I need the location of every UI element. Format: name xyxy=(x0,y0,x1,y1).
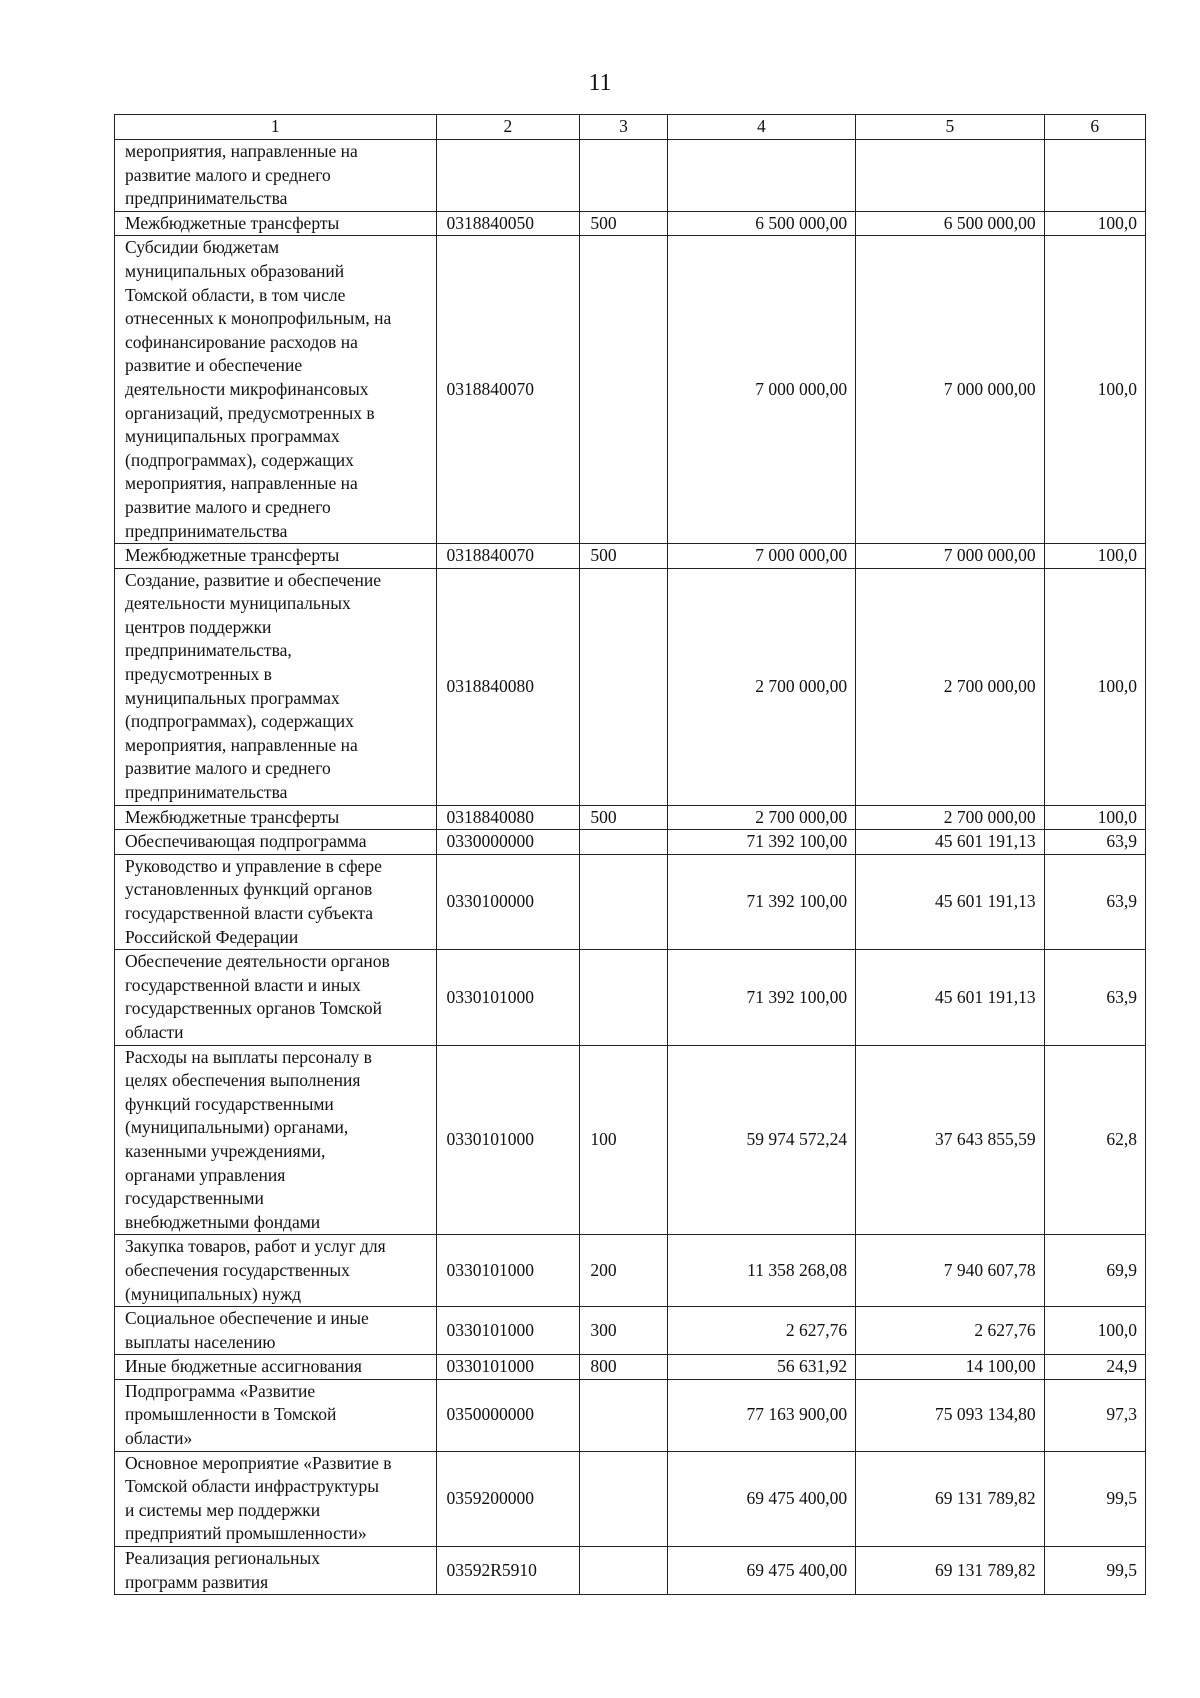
row-code-cell: 0330101000 xyxy=(436,1235,580,1307)
row-code-cell: 0318840050 xyxy=(436,211,580,236)
row-executed-amount-cell: 6 500 000,00 xyxy=(856,211,1045,236)
row-percent-cell: 100,0 xyxy=(1044,805,1145,830)
table-row xyxy=(115,140,1146,212)
row-percent-cell: 99,5 xyxy=(1044,1451,1145,1546)
column-header-3: 3 xyxy=(580,115,667,140)
row-name-cell: Субсидии бюджетам муниципальных образований Томской области, в том числе отнесенных к монопрофильным, на софинансирование расходов на развитие и обеспечение деятельности микрофинансовых организаций, предусмотренных в муниципальных программах (подпрограммах), содержащих мероприятия, направленные на развитие малого и среднего предпринимательства xyxy=(115,236,437,544)
row-code-cell: 0330101000 xyxy=(436,950,580,1045)
row-expense-type-cell xyxy=(580,950,667,1045)
row-expense-type-cell: 100 xyxy=(580,1045,667,1235)
row-name-cell: Межбюджетные трансферты xyxy=(115,544,437,569)
row-executed-amount-cell: 7 000 000,00 xyxy=(856,236,1045,544)
row-name-cell: Основное мероприятие «Развитие в Томской области инфраструктуры и системы мер поддержки предприятий промышленности» xyxy=(115,1451,437,1546)
row-plan-amount-cell: 2 627,76 xyxy=(667,1307,856,1355)
row-executed-amount-cell: 14 100,00 xyxy=(856,1355,1045,1380)
row-executed-amount-cell: 2 700 000,00 xyxy=(856,568,1045,805)
row-name-cell: Межбюджетные трансферты xyxy=(115,805,437,830)
row-code-cell xyxy=(436,140,580,212)
row-expense-type-cell xyxy=(580,1451,667,1546)
row-plan-amount-cell: 56 631,92 xyxy=(667,1355,856,1380)
row-name-cell: Расходы на выплаты персоналу в целях обеспечения выполнения функций государственными (муниципальными) органами, казенными учреждениями, органами управления государственными внебюджетными фондами xyxy=(115,1045,437,1235)
row-executed-amount-cell: 45 601 191,13 xyxy=(856,830,1045,855)
row-percent-cell: 63,9 xyxy=(1044,830,1145,855)
table-row xyxy=(115,568,1146,805)
row-name-cell: Руководство и управление в сфере установленных функций органов государственной власти субъекта Российской Федерации xyxy=(115,854,437,949)
row-percent-cell: 69,9 xyxy=(1044,1235,1145,1307)
row-executed-amount-cell: 69 131 789,82 xyxy=(856,1451,1045,1546)
row-expense-type-cell: 500 xyxy=(580,544,667,569)
row-plan-amount-cell: 69 475 400,00 xyxy=(667,1451,856,1546)
row-name-cell: Обеспечение деятельности органов государственной власти и иных государственных органов Томской области xyxy=(115,950,437,1045)
row-expense-type-cell xyxy=(580,830,667,855)
row-plan-amount-cell: 2 700 000,00 xyxy=(667,805,856,830)
column-header-2: 2 xyxy=(436,115,580,140)
row-expense-type-cell xyxy=(580,1379,667,1451)
column-header-5: 5 xyxy=(856,115,1045,140)
row-expense-type-cell xyxy=(580,140,667,212)
row-code-cell: 0359200000 xyxy=(436,1451,580,1546)
row-plan-amount-cell: 7 000 000,00 xyxy=(667,236,856,544)
row-percent-cell: 62,8 xyxy=(1044,1045,1145,1235)
row-executed-amount-cell: 69 131 789,82 xyxy=(856,1547,1045,1595)
row-plan-amount-cell: 71 392 100,00 xyxy=(667,950,856,1045)
row-name-cell: Социальное обеспечение и иные выплаты населению xyxy=(115,1307,437,1355)
row-expense-type-cell xyxy=(580,1547,667,1595)
row-expense-type-cell xyxy=(580,568,667,805)
row-plan-amount-cell: 7 000 000,00 xyxy=(667,544,856,569)
row-code-cell: 0330101000 xyxy=(436,1355,580,1380)
row-plan-amount-cell: 71 392 100,00 xyxy=(667,830,856,855)
row-code-cell: 0318840080 xyxy=(436,805,580,830)
row-plan-amount-cell: 59 974 572,24 xyxy=(667,1045,856,1235)
row-code-cell: 0318840070 xyxy=(436,544,580,569)
table-body xyxy=(115,140,1146,1595)
row-name-cell: Межбюджетные трансферты xyxy=(115,211,437,236)
row-percent-cell: 24,9 xyxy=(1044,1355,1145,1380)
table-row xyxy=(115,1355,1146,1380)
page-number: 11 xyxy=(588,70,612,96)
row-code-cell: 0318840080 xyxy=(436,568,580,805)
table-row xyxy=(115,1235,1146,1307)
table-row xyxy=(115,211,1146,236)
row-expense-type-cell xyxy=(580,236,667,544)
row-name-cell: Создание, развитие и обеспечение деятельности муниципальных центров поддержки предпринимательства, предусмотренных в муниципальных программах (подпрограммах), содержащих мероприятия, направленные на развитие малого и среднего предпринимательства xyxy=(115,568,437,805)
row-executed-amount-cell: 2 627,76 xyxy=(856,1307,1045,1355)
row-percent-cell: 100,0 xyxy=(1044,211,1145,236)
row-percent-cell: 63,9 xyxy=(1044,950,1145,1045)
row-percent-cell: 99,5 xyxy=(1044,1547,1145,1595)
row-plan-amount-cell: 69 475 400,00 xyxy=(667,1547,856,1595)
row-expense-type-cell: 800 xyxy=(580,1355,667,1380)
row-percent-cell: 100,0 xyxy=(1044,568,1145,805)
row-executed-amount-cell: 75 093 134,80 xyxy=(856,1379,1045,1451)
row-expense-type-cell: 500 xyxy=(580,805,667,830)
row-name-cell: Подпрограмма «Развитие промышленности в Томской области» xyxy=(115,1379,437,1451)
row-plan-amount-cell: 71 392 100,00 xyxy=(667,854,856,949)
row-executed-amount-cell: 2 700 000,00 xyxy=(856,805,1045,830)
row-percent-cell: 100,0 xyxy=(1044,236,1145,544)
row-code-cell: 0330000000 xyxy=(436,830,580,855)
row-executed-amount-cell: 7 000 000,00 xyxy=(856,544,1045,569)
table-row xyxy=(115,1451,1146,1546)
row-percent-cell xyxy=(1044,140,1145,212)
row-expense-type-cell xyxy=(580,854,667,949)
table-row xyxy=(115,854,1146,949)
header-row xyxy=(115,115,1146,140)
table-row xyxy=(115,544,1146,569)
row-plan-amount-cell: 2 700 000,00 xyxy=(667,568,856,805)
row-name-cell: Закупка товаров, работ и услуг для обеспечения государственных (муниципальных) нужд xyxy=(115,1235,437,1307)
table-row xyxy=(115,1307,1146,1355)
column-header-1: 1 xyxy=(115,115,437,140)
row-expense-type-cell: 500 xyxy=(580,211,667,236)
row-code-cell: 0318840070 xyxy=(436,236,580,544)
table-row xyxy=(115,950,1146,1045)
row-plan-amount-cell: 11 358 268,08 xyxy=(667,1235,856,1307)
row-name-cell: Обеспечивающая подпрограмма xyxy=(115,830,437,855)
row-name-cell: мероприятия, направленные на развитие малого и среднего предпринимательства xyxy=(115,140,437,212)
row-plan-amount-cell: 6 500 000,00 xyxy=(667,211,856,236)
row-plan-amount-cell: 77 163 900,00 xyxy=(667,1379,856,1451)
table-row xyxy=(115,1045,1146,1235)
table-row xyxy=(115,805,1146,830)
row-expense-type-cell: 200 xyxy=(580,1235,667,1307)
row-code-cell: 03592R5910 xyxy=(436,1547,580,1595)
table-row xyxy=(115,1379,1146,1451)
row-percent-cell: 97,3 xyxy=(1044,1379,1145,1451)
row-percent-cell: 63,9 xyxy=(1044,854,1145,949)
table-row xyxy=(115,830,1146,855)
row-expense-type-cell: 300 xyxy=(580,1307,667,1355)
row-code-cell: 0330101000 xyxy=(436,1307,580,1355)
row-percent-cell: 100,0 xyxy=(1044,1307,1145,1355)
row-executed-amount-cell: 45 601 191,13 xyxy=(856,950,1045,1045)
row-executed-amount-cell: 7 940 607,78 xyxy=(856,1235,1045,1307)
row-code-cell: 0350000000 xyxy=(436,1379,580,1451)
row-code-cell: 0330101000 xyxy=(436,1045,580,1235)
row-executed-amount-cell xyxy=(856,140,1045,212)
budget-table xyxy=(114,114,1146,1595)
row-code-cell: 0330100000 xyxy=(436,854,580,949)
row-name-cell: Реализация региональных программ развития xyxy=(115,1547,437,1595)
column-header-4: 4 xyxy=(667,115,856,140)
row-name-cell: Иные бюджетные ассигнования xyxy=(115,1355,437,1380)
row-plan-amount-cell xyxy=(667,140,856,212)
row-executed-amount-cell: 45 601 191,13 xyxy=(856,854,1045,949)
column-header-6: 6 xyxy=(1044,115,1145,140)
row-executed-amount-cell: 37 643 855,59 xyxy=(856,1045,1045,1235)
row-percent-cell: 100,0 xyxy=(1044,544,1145,569)
table-row xyxy=(115,236,1146,544)
table-row xyxy=(115,1547,1146,1595)
